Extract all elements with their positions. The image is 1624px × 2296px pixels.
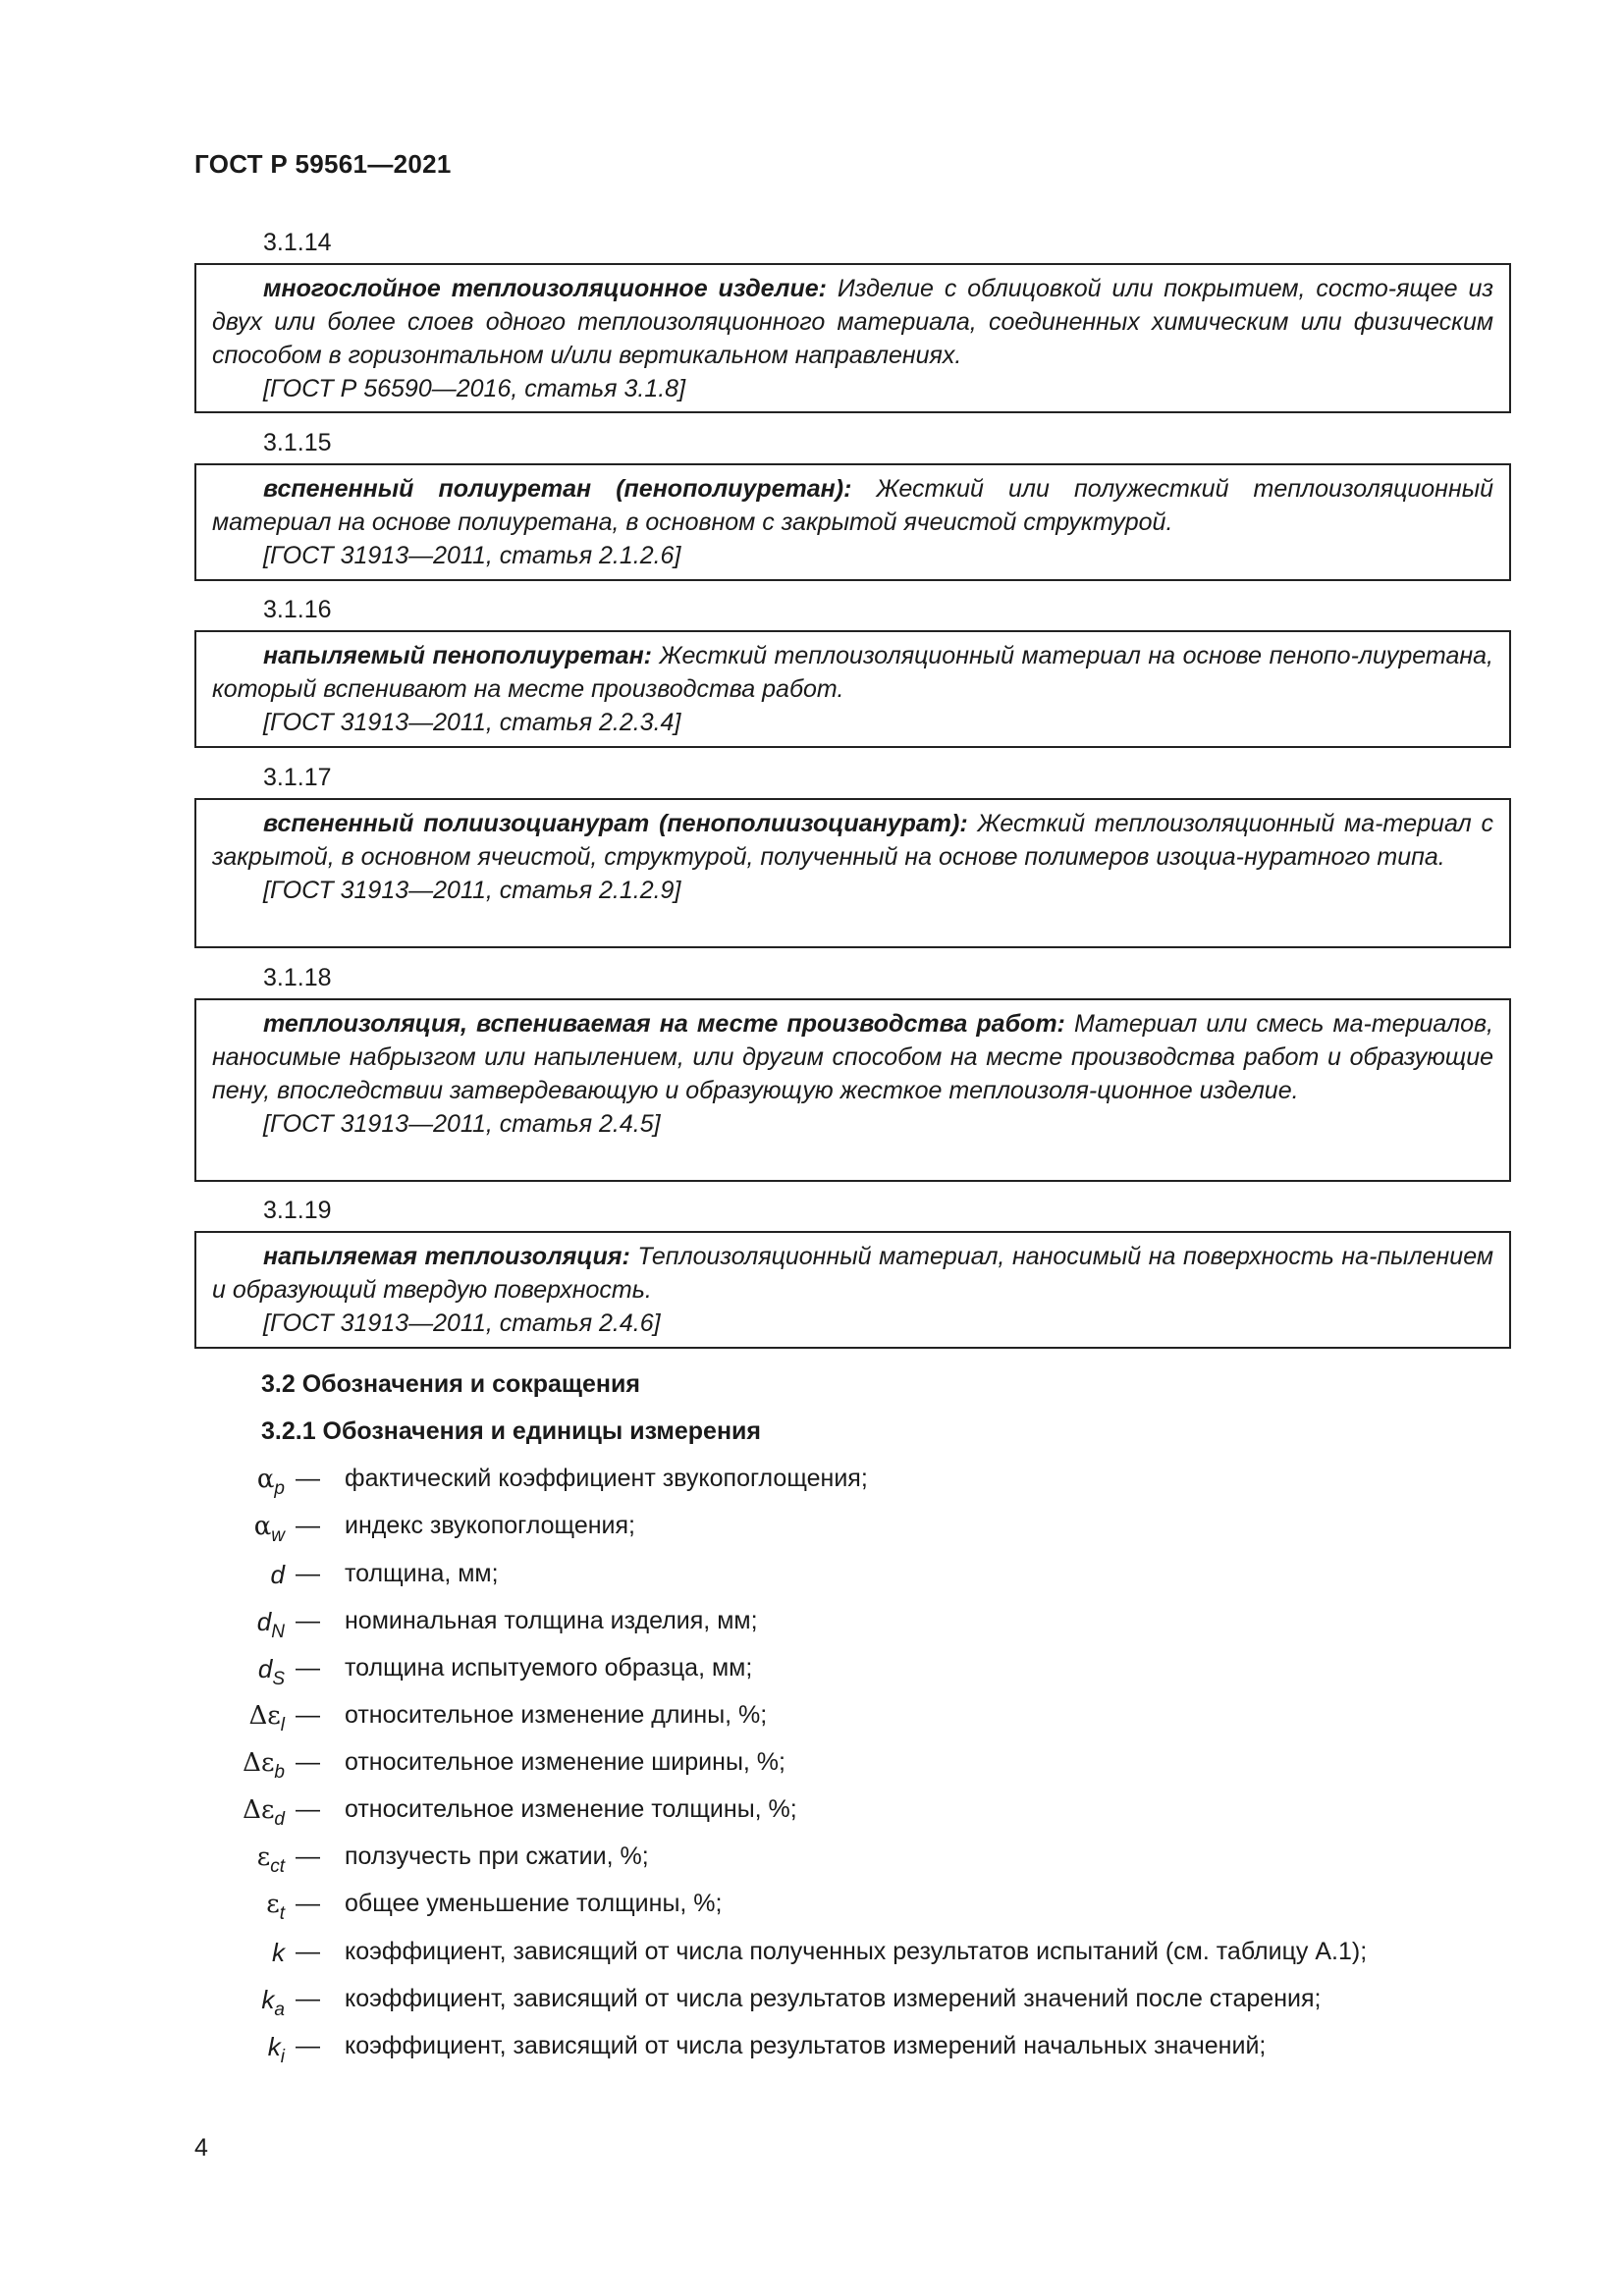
symbol: $\Delta\varepsilon_d$ xyxy=(243,1795,285,1830)
symbol: $k_a$ xyxy=(261,1985,285,2020)
symbol: $\varepsilon_t$ xyxy=(266,1890,285,1924)
symbol: $\alpha_w$ xyxy=(253,1512,285,1546)
symbol: $\varepsilon_{ct}$ xyxy=(256,1842,285,1877)
term-definition: Жесткий теплоизоляционный материал на основе пенопо-лиуретана, который вспенивают на месте производства работ. xyxy=(212,642,1493,703)
symbol: $d_N$ xyxy=(256,1607,285,1642)
page-number: 4 xyxy=(194,2134,208,2162)
dash: — xyxy=(296,1607,320,1634)
symbol: $k_i$ xyxy=(267,2032,285,2067)
term-source: [ГОСТ Р 56590—2016, статья 3.1.8] xyxy=(263,375,686,402)
term-source: [ГОСТ 31913—2011, статья 2.4.6] xyxy=(263,1309,661,1337)
symbol-row xyxy=(194,1560,1530,1599)
term-name: теплоизоляция, вспениваемая на месте производства работ: xyxy=(263,1010,1065,1038)
term-definition: Теплоизоляционный материал, наносимый на поверхность на-пылением и образующий твердую поверхность. xyxy=(212,1243,1493,1304)
symbol-description: коэффициент, зависящий от числа результатов измерений начальных значений; xyxy=(345,2032,1267,2059)
term-number: 3.1.17 xyxy=(263,764,332,791)
term-name: вспененный полиизоцианурат (пенополиизоцианурат): xyxy=(263,810,968,837)
dash: — xyxy=(296,1512,320,1539)
symbol-row xyxy=(194,1938,1530,1977)
term-source: [ГОСТ 31913—2011, статья 2.4.5] xyxy=(263,1110,661,1138)
symbol-row xyxy=(194,1654,1530,1693)
symbol: k xyxy=(272,1938,285,1967)
term-name: напыляемый пенополиуретан: xyxy=(263,642,652,669)
dash: — xyxy=(296,1748,320,1776)
symbol: $d_S$ xyxy=(257,1654,285,1689)
symbol-row xyxy=(194,1512,1530,1551)
symbol-description: толщина испытуемого образца, мм; xyxy=(345,1654,753,1682)
symbol-row xyxy=(194,1795,1530,1835)
dash: — xyxy=(296,1985,320,2012)
term-number: 3.1.18 xyxy=(263,964,332,991)
dash: — xyxy=(296,1465,320,1492)
document-header: ГОСТ Р 59561—2021 xyxy=(194,149,452,179)
symbol-description: относительное изменение толщины, %; xyxy=(345,1795,797,1823)
term-definition: Жесткий или полужесткий теплоизоляционный материал на основе полиуретана, в основном с закрытой ячеистой структурой. xyxy=(212,475,1493,536)
symbol: $\Delta\varepsilon_b$ xyxy=(243,1748,285,1783)
dash: — xyxy=(296,1795,320,1823)
symbol-description: фактический коэффициент звукопоглощения; xyxy=(345,1465,868,1492)
symbol: $\Delta\varepsilon_l$ xyxy=(248,1701,285,1735)
section-heading: 3.2 Обозначения и сокращения xyxy=(261,1370,640,1398)
dash: — xyxy=(296,1701,320,1729)
dash: — xyxy=(296,1654,320,1682)
symbol-row xyxy=(194,1842,1530,1882)
term-name: вспененный полиуретан (пенополиуретан): xyxy=(263,475,852,503)
symbol-description: номинальная толщина изделия, мм; xyxy=(345,1607,758,1634)
term-number: 3.1.16 xyxy=(263,596,332,623)
symbol-description: относительное изменение длины, %; xyxy=(345,1701,768,1729)
term-source: [ГОСТ 31913—2011, статья 2.1.2.9] xyxy=(263,877,681,904)
symbol-description: относительное изменение ширины, %; xyxy=(345,1748,785,1776)
symbol-description: толщина, мм; xyxy=(345,1560,499,1587)
term-definition: Изделие с облицовкой или покрытием, состо-ящее из двух или более слоев одного теплоизоляционного материала, соединенных химическим или физическим способом в горизонтальном и/или вертикальном направлениях. xyxy=(212,275,1494,369)
term-name: многослойное теплоизоляционное изделие: xyxy=(263,275,827,302)
symbol: $\alpha_p$ xyxy=(256,1465,285,1499)
symbol-row xyxy=(194,1465,1530,1504)
term-definition-box xyxy=(194,463,1511,581)
term-number: 3.1.19 xyxy=(263,1197,332,1224)
symbol-row xyxy=(194,2032,1530,2071)
symbol-description: индекс звукопоглощения; xyxy=(345,1512,635,1539)
term-name: напыляемая теплоизоляция: xyxy=(263,1243,630,1270)
symbol-row xyxy=(194,1985,1530,2024)
term-definition-box xyxy=(194,998,1511,1182)
term-definition: Материал или смесь ма-териалов, наносимые набрызгом или напылением, или другим способом на месте производства работ и образующие пену, впоследствии затвердевающую и образующую жесткое теплоизоля-ционное изделие. xyxy=(212,1010,1493,1104)
dash: — xyxy=(296,2032,320,2059)
term-definition-box xyxy=(194,263,1511,413)
symbol-row xyxy=(194,1607,1530,1646)
symbol-row xyxy=(194,1701,1530,1740)
symbol-row xyxy=(194,1890,1530,1929)
symbol-description: ползучесть при сжатии, %; xyxy=(345,1842,649,1870)
symbol: d xyxy=(270,1560,285,1589)
symbol-description: коэффициент, зависящий от числа результатов измерений значений после старения; xyxy=(345,1985,1322,2012)
symbol-description: общее уменьшение толщины, %; xyxy=(345,1890,723,1917)
dash: — xyxy=(296,1842,320,1870)
term-definition: Жесткий теплоизоляционный ма-териал с закрытой, в основном ячеистой, структурой, полученный на основе полимеров изоциа-нуратного типа. xyxy=(212,810,1493,871)
symbol-row xyxy=(194,1748,1530,1788)
term-definition-box xyxy=(194,1231,1511,1349)
term-definition-box xyxy=(194,630,1511,748)
term-number: 3.1.14 xyxy=(263,229,332,256)
dash: — xyxy=(296,1938,320,1965)
term-definition-box xyxy=(194,798,1511,948)
term-source: [ГОСТ 31913—2011, статья 2.2.3.4] xyxy=(263,709,681,736)
dash: — xyxy=(296,1560,320,1587)
dash: — xyxy=(296,1890,320,1917)
symbol-description: коэффициент, зависящий от числа полученных результатов испытаний (см. таблицу А.1); xyxy=(345,1938,1368,1965)
subsection-heading: 3.2.1 Обозначения и единицы измерения xyxy=(261,1417,761,1445)
term-source: [ГОСТ 31913—2011, статья 2.1.2.6] xyxy=(263,542,681,569)
term-number: 3.1.15 xyxy=(263,429,332,456)
